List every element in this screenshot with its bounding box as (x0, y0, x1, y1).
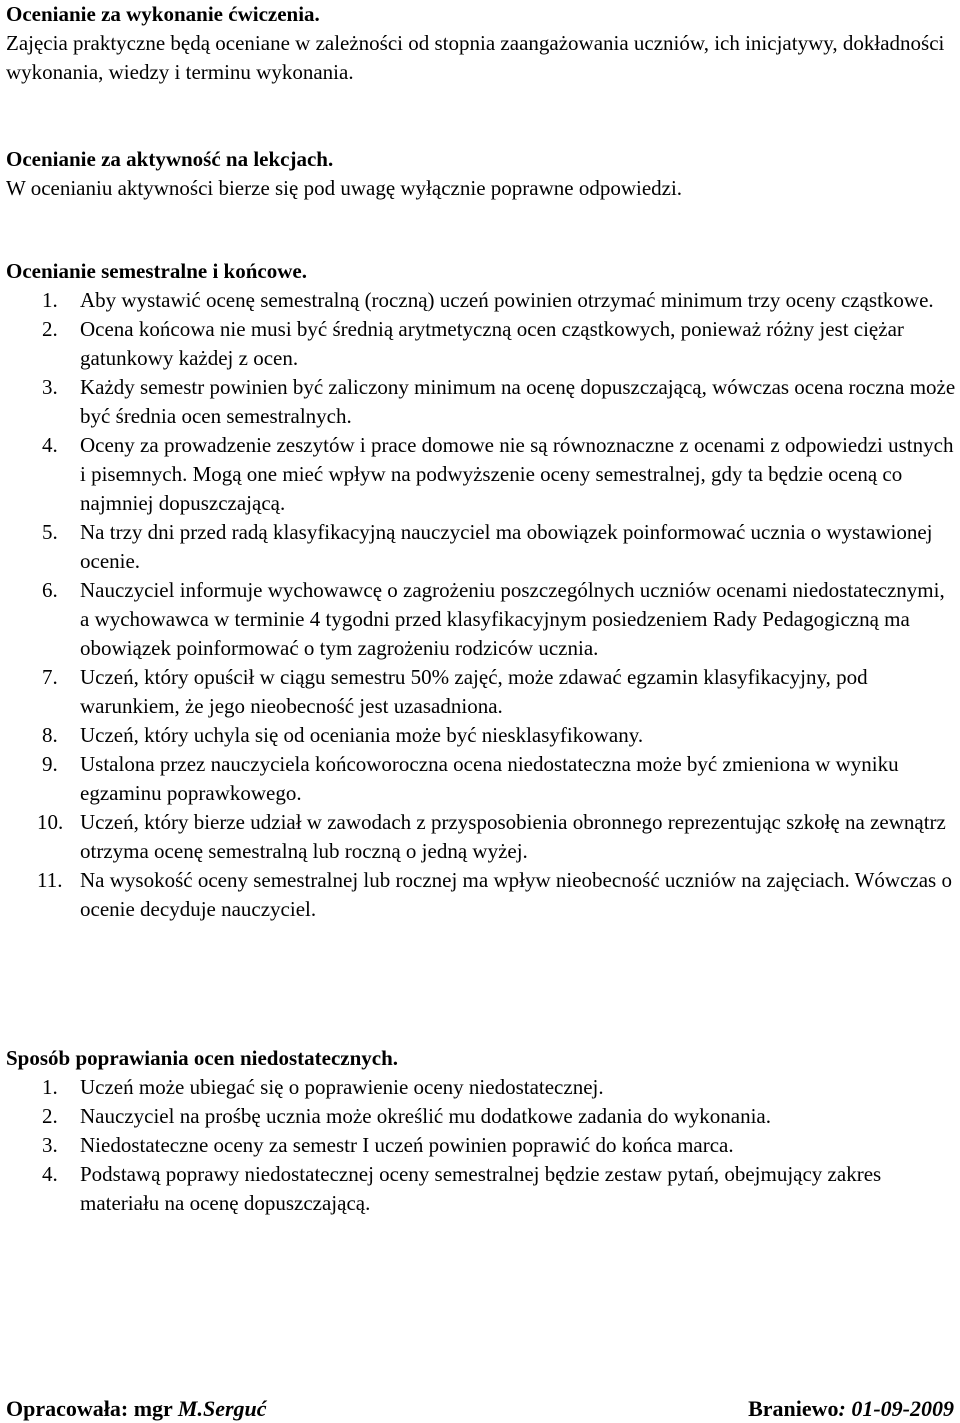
list-item-text: Ustalona przez nauczyciela końcoworoczna ocena niedostateczna może być zmieniona w wyniku egzaminu poprawkowego. (80, 752, 899, 805)
list-item-text: Oceny za prowadzenie zeszytów i prace domowe nie są równoznaczne z ocenami z odpowiedzi ustnych i pisemnych. Mogą one mieć wpływ na podwyższenie oceny semestralnej, gdy ta będzie oceną co najmniej dopuszczającą. (80, 433, 954, 515)
footer-place-date (748, 1394, 954, 1423)
list-number: 2. (42, 1104, 58, 1128)
place: Braniewo (748, 1396, 839, 1421)
section-paragraph: W ocenianiu aktywności bierze się pod uwagę wyłącznie poprawne odpowiedzi. (6, 176, 683, 200)
list-item-text: Na wysokość oceny semestralnej lub rocznej ma wpływ nieobecność uczniów na zajęciach. Wówczas o ocenie decyduje nauczyciel. (80, 868, 952, 921)
section-semester-grading (6, 257, 958, 924)
list-number: 7. (42, 665, 58, 689)
section-paragraph: Zajęcia praktyczne będą oceniane w zależności od stopnia zaangażowania uczniów, ich inicjatywy, dokładności wykonania, wiedzy i terminu wykonania. (6, 31, 945, 84)
list-item (6, 315, 958, 373)
list-item-text: Niedostateczne oceny za semestr I uczeń powinien poprawić do końca marca. (80, 1133, 734, 1157)
list-item (6, 750, 958, 808)
list-item (6, 518, 958, 576)
list-item (6, 1073, 958, 1102)
list-item (6, 1160, 958, 1218)
list-item-text: Uczeń, który uchyla się od oceniania może być niesklasyfikowany. (80, 723, 644, 747)
list-item (6, 431, 958, 518)
section-title: Ocenianie semestralne i końcowe. (6, 259, 307, 283)
list-number: 4. (42, 433, 58, 457)
numbered-list (6, 1073, 958, 1218)
list-number: 4. (42, 1162, 58, 1186)
date: : 01-09-2009 (838, 1396, 954, 1421)
list-number: 1. (42, 288, 58, 312)
section-exercise-grading (6, 0, 958, 87)
list-item-text: Każdy semestr powinien być zaliczony minimum na ocenę dopuszczającą, wówczas ocena roczna może być średnia ocen semestralnych. (80, 375, 956, 428)
list-item (6, 286, 958, 315)
list-item (6, 1131, 958, 1160)
footer-author (6, 1394, 267, 1423)
list-number: 2. (42, 317, 58, 341)
list-item (6, 808, 958, 866)
section-title: Ocenianie za wykonanie ćwiczenia. (6, 2, 320, 26)
list-item (6, 1102, 958, 1131)
list-number: 11. (37, 868, 63, 892)
list-item-text: Uczeń, który opuścił w ciągu semestru 50% zajęć, może zdawać egzamin klasyfikacyjny, pod warunkiem, że jego nieobecność jest uzasadniona. (80, 665, 868, 718)
author-name: M.Serguć (177, 1396, 267, 1421)
list-item-text: Uczeń może ubiegać się o poprawienie oceny niedostatecznej. (80, 1075, 604, 1099)
list-number: 6. (42, 578, 58, 602)
list-item-text: Aby wystawić ocenę semestralną (roczną) uczeń powinien otrzymać minimum trzy oceny cząstkowe. (80, 288, 934, 312)
list-number: 1. (42, 1075, 58, 1099)
list-item-text: Uczeń, który bierze udział w zawodach z przysposobienia obronnego reprezentując szkołę na zewnątrz otrzyma ocenę semestralną lub roczną o jedną wyżej. (80, 810, 946, 863)
list-number: 3. (42, 1133, 58, 1157)
list-item-text: Ocena końcowa nie musi być średnią arytmetyczną ocen cząstkowych, ponieważ różny jest ciężar gatunkowy każdej z ocen. (80, 317, 904, 370)
section-failing-grade-correction (6, 1044, 958, 1218)
list-item (6, 373, 958, 431)
list-number: 9. (42, 752, 58, 776)
list-number: 5. (42, 520, 58, 544)
list-number: 8. (42, 723, 58, 747)
section-title: Sposób poprawiania ocen niedostatecznych. (6, 1046, 399, 1070)
list-number: 10. (37, 810, 64, 834)
list-item-text: Podstawą poprawy niedostatecznej oceny semestralnej będzie zestaw pytań, obejmujący zakres materiału na ocenę dopuszczającą. (80, 1162, 882, 1215)
list-item-text: Nauczyciel informuje wychowawcę o zagrożeniu poszczególnych uczniów ocenami niedostatecznymi, a wychowawca w terminie 4 tygodni przed klasyfikacyjnym posiedzeniem Rady Pedagogiczną ma obowiązek poinformować o tym zagrożeniu rodziców ucznia. (80, 578, 945, 660)
list-item-text: Nauczyciel na prośbę ucznia może określić mu dodatkowe zadania do wykonania. (80, 1104, 771, 1128)
list-item (6, 721, 958, 750)
list-item (6, 576, 958, 663)
list-number: 3. (42, 375, 58, 399)
numbered-list (6, 286, 958, 924)
list-item (6, 866, 958, 924)
section-activity-grading (6, 145, 958, 203)
list-item (6, 663, 958, 721)
author-label: Opracowała: mgr (6, 1396, 178, 1421)
list-item-text: Na trzy dni przed radą klasyfikacyjną nauczyciel ma obowiązek poinformować ucznia o wystawionej ocenie. (80, 520, 933, 573)
section-title: Ocenianie za aktywność na lekcjach. (6, 147, 334, 171)
